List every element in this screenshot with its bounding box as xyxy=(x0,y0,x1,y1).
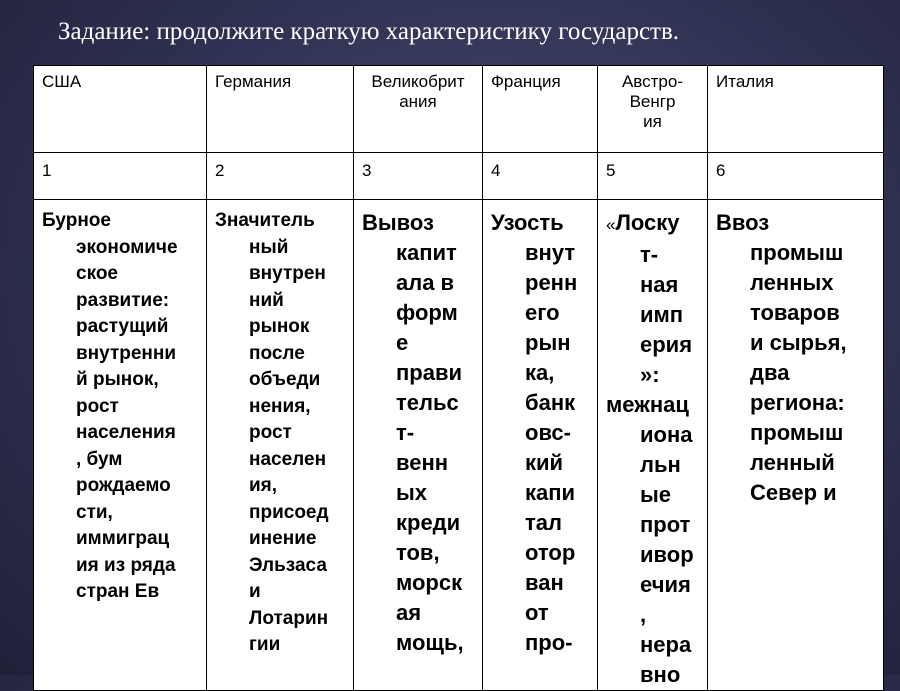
description-text xyxy=(354,200,482,690)
header-cell-germany xyxy=(207,66,354,153)
slide-title: Задание: продолжите краткую характеристику государств. xyxy=(58,18,680,45)
header-cell-italy xyxy=(708,66,884,153)
description-rest: т- ная имп ерия »: xyxy=(640,242,693,387)
description-rest: иона льн ые прот ивор ечия , нера вно xyxy=(640,422,694,687)
description-text xyxy=(34,200,206,690)
description-cell-austria-hungary xyxy=(598,200,708,691)
description-lead: Вывоз xyxy=(362,210,434,235)
header-label: Германия xyxy=(215,72,292,91)
number-cell: 6 xyxy=(708,153,884,200)
states-table xyxy=(33,65,884,691)
description-lead: Узость xyxy=(491,210,564,235)
header-label: США xyxy=(42,72,82,91)
number-cell: 3 xyxy=(354,153,483,200)
header-cell-france xyxy=(483,66,598,153)
description-lead-word: Лоску xyxy=(615,210,680,235)
description-text xyxy=(207,200,353,690)
description-text xyxy=(598,200,707,690)
number-cell: 1 xyxy=(34,153,207,200)
description-rest: промыш ленных товаров и сырья, два региона: промыш ленный Север и xyxy=(750,240,847,505)
description-rest: ный внутрен ний рынок после объеди нения, рост населен ия, присоед инение Эльзаса и Лотарин гии xyxy=(249,236,329,655)
number-cell: 2 xyxy=(207,153,354,200)
header-cell-austria-hungary xyxy=(598,66,708,153)
description-rest: капит ала в форм е прави тельс т- венн ых креди тов, морск ая мощь, xyxy=(396,240,464,655)
description-cell-germany xyxy=(207,200,354,691)
header-cell-usa xyxy=(34,66,207,153)
description-cell-usa xyxy=(34,200,207,691)
header-label: Франция xyxy=(491,72,561,91)
description-text xyxy=(708,200,883,690)
description-lead xyxy=(606,208,701,240)
open-quote: « xyxy=(606,215,616,234)
header-cell-uk xyxy=(354,66,483,153)
header-label: Великобрит ания xyxy=(371,72,465,111)
description-text xyxy=(483,200,597,690)
description-lead: Бурное xyxy=(42,210,111,231)
description-mid: межнац xyxy=(606,392,689,417)
description-lead: Ввоз xyxy=(716,210,770,235)
description-cell-italy xyxy=(708,200,884,691)
description-rest: внут ренн его рын ка, банк овс- кий капи тал отор ван от про- xyxy=(525,240,578,655)
description-row xyxy=(34,200,884,691)
number-cell: 5 xyxy=(598,153,708,200)
header-row xyxy=(34,66,884,153)
description-lead: Значитель xyxy=(215,210,315,231)
description-cell-uk xyxy=(354,200,483,691)
description-cell-france xyxy=(483,200,598,691)
number-cell: 4 xyxy=(483,153,598,200)
description-rest: экономиче ское развитие: растущий внутренни й рынок, рост населения , бум рождаемо сти, иммиграц ия из ряда стран Ев xyxy=(76,236,178,602)
header-label: Италия xyxy=(716,72,774,91)
header-label: Австро- Венгр ия xyxy=(621,72,684,131)
number-row xyxy=(34,153,884,200)
